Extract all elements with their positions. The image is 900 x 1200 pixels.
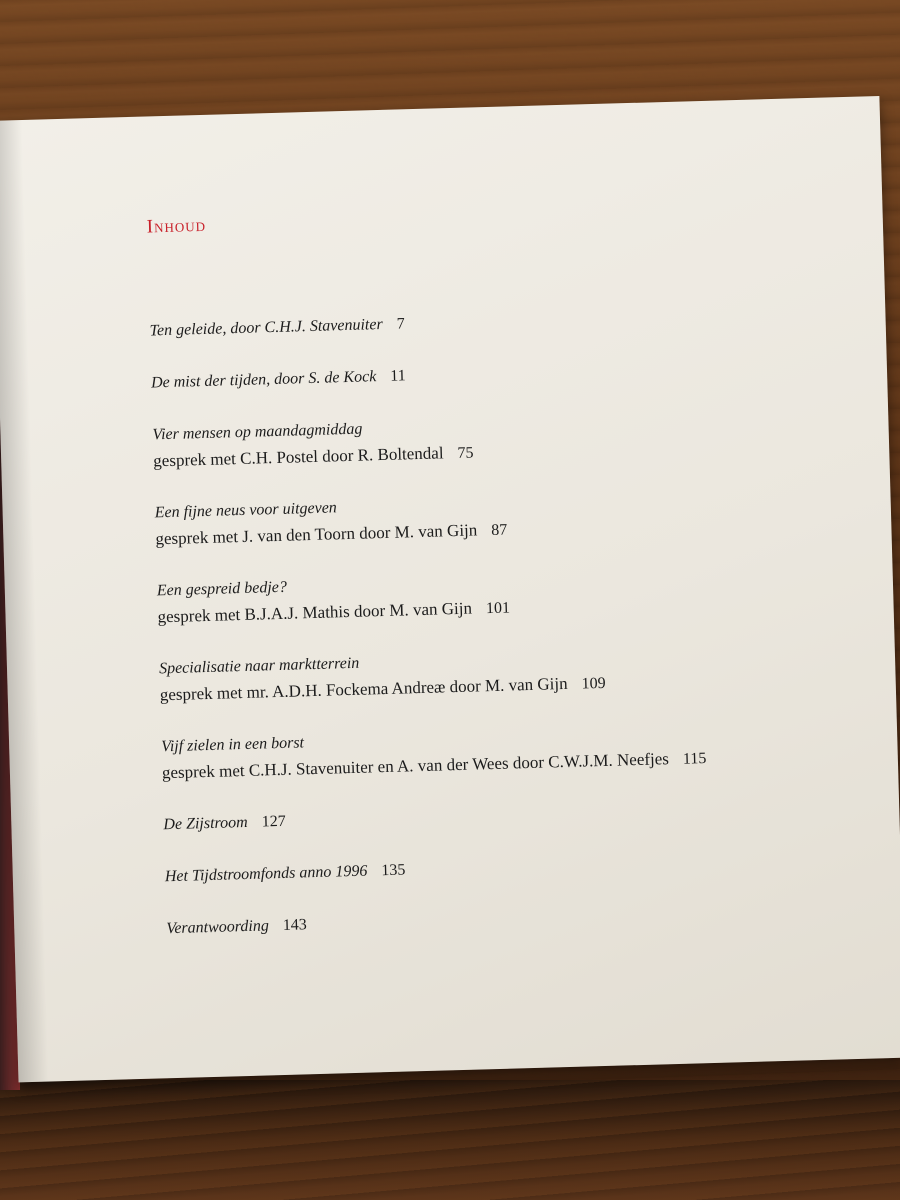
toc-entry xyxy=(157,559,838,631)
toc-entry-title: Een fijne neus voor uitgeven xyxy=(154,499,338,522)
toc-entry-title: De mist der tijden, door S. de Kock xyxy=(150,368,377,392)
toc-entry xyxy=(163,793,843,838)
toc-entry-title-line xyxy=(151,351,831,396)
toc-page-number: 11 xyxy=(390,367,406,385)
toc-entry-title: Verantwoording xyxy=(166,917,270,938)
toc-entry-subtitle: gesprek met J. van den Toorn door M. van Gijn xyxy=(155,520,478,549)
toc-entry-title: Ten geleide, door C.H.J. Stavenuiter xyxy=(149,315,383,340)
toc-entry-title: Een gespreid bedje? xyxy=(156,578,288,600)
page-heading: Inhoud xyxy=(146,214,207,238)
book-page xyxy=(0,96,900,1082)
toc-page-number: 135 xyxy=(381,861,406,880)
toc-entry xyxy=(166,897,846,942)
toc-entry xyxy=(159,637,840,709)
toc-entry xyxy=(151,351,831,396)
toc-entry-subtitle: gesprek met C.H. Postel door R. Boltendal xyxy=(152,443,444,471)
toc-page-number: 127 xyxy=(261,812,286,831)
toc-entry xyxy=(165,845,845,890)
toc-page-number: 109 xyxy=(581,674,606,693)
toc-page-number: 7 xyxy=(396,315,405,333)
toc-entry-title: De Zijstroom xyxy=(163,813,248,834)
toc-entry-subtitle: gesprek met mr. A.D.H. Fockema Andreæ door M. van Gijn xyxy=(159,673,568,705)
toc-entry xyxy=(152,403,833,475)
toc-entry xyxy=(161,715,842,787)
toc-entry-subtitle: gesprek met C.H.J. Stavenuiter en A. van der Wees door C.W.J.M. Neefjes xyxy=(161,749,670,783)
toc-entry-title-line xyxy=(165,845,845,890)
toc-page-number: 115 xyxy=(682,750,707,768)
toc-entry-title: Het Tijdstroomfonds anno 1996 xyxy=(164,862,368,886)
toc-entry-title: Vijf zielen in een borst xyxy=(161,734,305,756)
toc-page-number: 101 xyxy=(485,599,511,618)
toc-page-number: 75 xyxy=(457,444,474,462)
toc-entry-title: Vier mensen op maandagmiddag xyxy=(152,420,363,444)
toc-entry xyxy=(154,481,835,553)
toc-entry-title-line xyxy=(166,897,846,942)
toc-page-number: 87 xyxy=(491,521,508,540)
toc-entry-title: Specialisatie naar marktterrein xyxy=(158,654,360,678)
wooden-table xyxy=(0,1080,900,1200)
toc-entry xyxy=(149,299,829,344)
toc-entry-subtitle: gesprek met B.J.A.J. Mathis door M. van Gijn xyxy=(157,598,473,627)
toc-entry-title-line xyxy=(163,793,843,838)
toc-page-number: 143 xyxy=(282,916,308,934)
toc-entry-title-line xyxy=(149,299,829,344)
